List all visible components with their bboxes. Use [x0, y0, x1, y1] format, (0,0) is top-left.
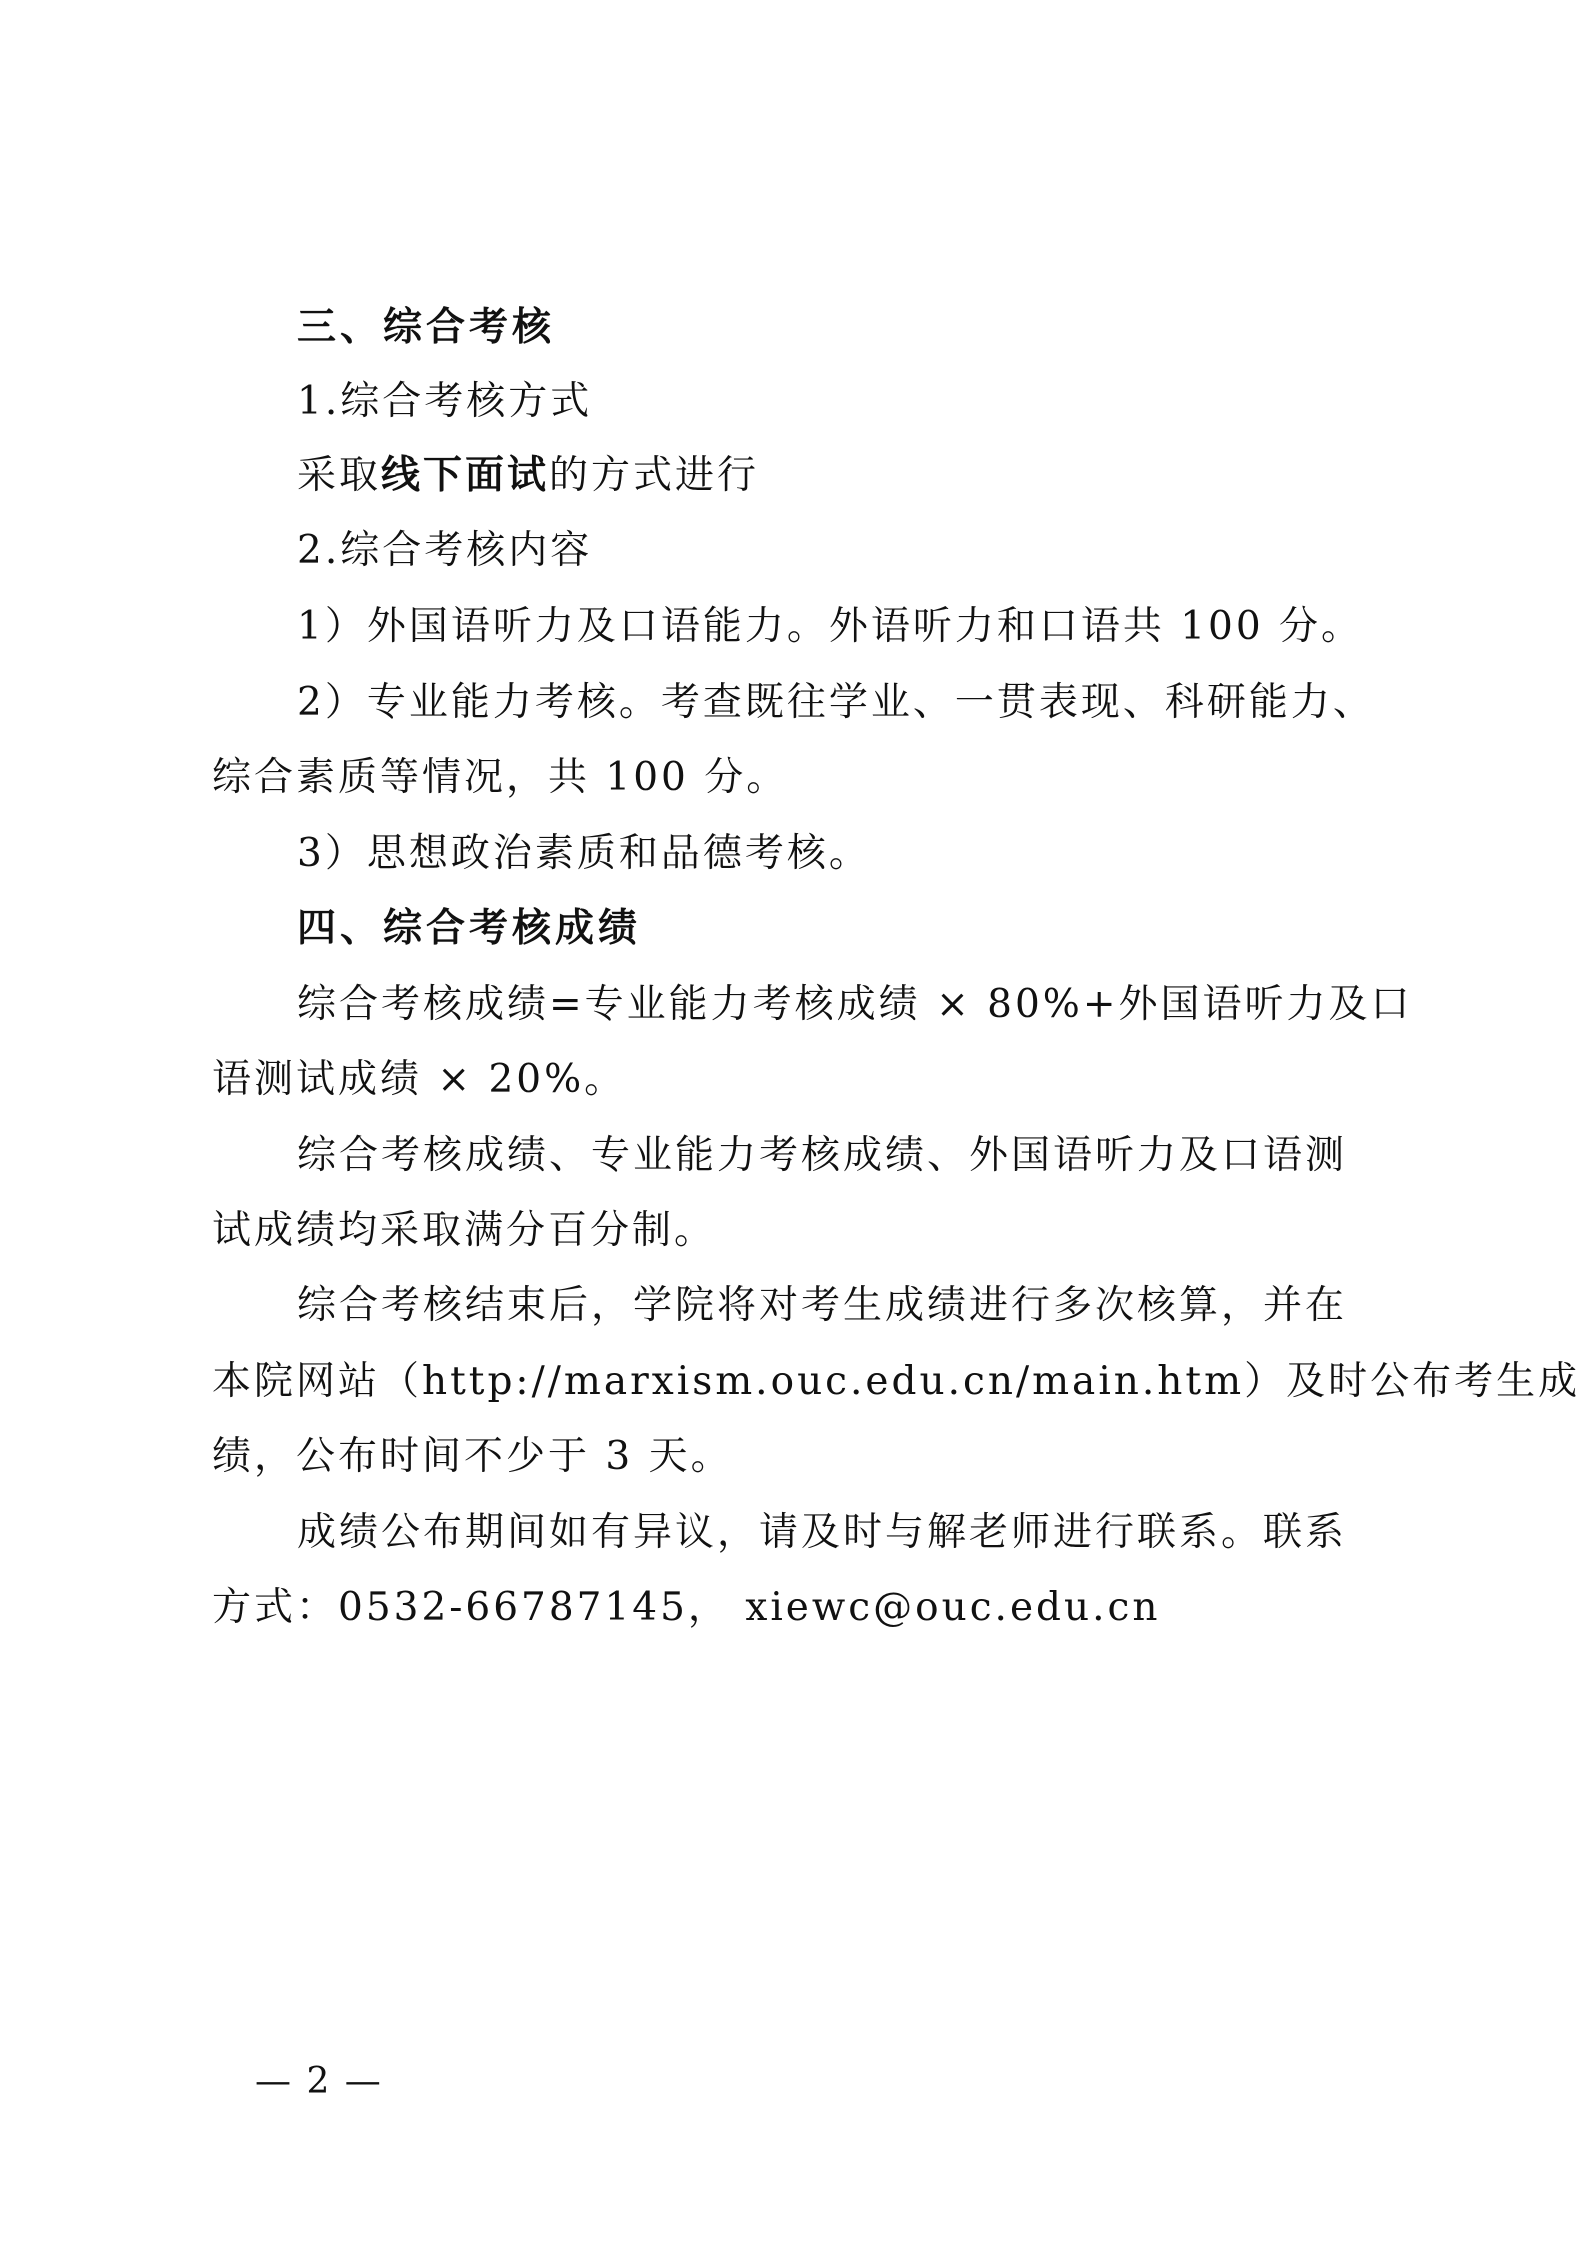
content-item-professional-line2: 综合素质等情况，共 100 分。	[212, 755, 789, 800]
contact-line1: 成绩公布期间如有异议，请及时与解老师进行联系。联系	[297, 1510, 1348, 1555]
score-publication-line2: 本院网站（http://marxism.ouc.edu.cn/main.htm）及时公布考生成	[212, 1359, 1581, 1404]
contact-line2: 方式：0532-66787145， xiewc@ouc.edu.cn	[212, 1585, 1161, 1630]
score-scale-line2: 试成绩均采取满分百分制。	[212, 1208, 717, 1253]
assessment-method-suffix: 的方式进行	[549, 453, 760, 498]
score-publication-line3: 绩，公布时间不少于 3 天。	[212, 1434, 733, 1479]
score-formula-line1: 综合考核成绩=专业能力考核成绩 × 80%+外国语听力及口	[297, 982, 1413, 1027]
subsection-title-assessment-method: 1.综合考核方式	[297, 379, 593, 424]
assessment-method-bold: 线下面试	[381, 453, 550, 498]
subsection-title-assessment-content: 2.综合考核内容	[297, 528, 593, 573]
content-item-professional-line1: 2）专业能力考核。考查既往学业、一贯表现、科研能力、	[297, 680, 1375, 725]
section-heading-assessment-score: 四、综合考核成绩	[297, 906, 642, 951]
content-item-political-quality: 3）思想政治素质和品德考核。	[297, 831, 871, 876]
assessment-method-prefix: 采取	[297, 453, 382, 498]
content-item-foreign-language: 1）外国语听力及口语能力。外语听力和口语共 100 分。	[297, 604, 1364, 649]
score-publication-line1: 综合考核结束后，学院将对考生成绩进行多次核算，并在	[297, 1283, 1348, 1328]
score-scale-line1: 综合考核成绩、专业能力考核成绩、外国语听力及口语测	[297, 1133, 1348, 1178]
page-number: — 2 —	[255, 2061, 383, 2102]
section-heading-comprehensive-assessment: 三、综合考核	[297, 305, 556, 350]
score-formula-line2: 语测试成绩 × 20%。	[212, 1057, 627, 1102]
assessment-method-text	[297, 451, 759, 501]
